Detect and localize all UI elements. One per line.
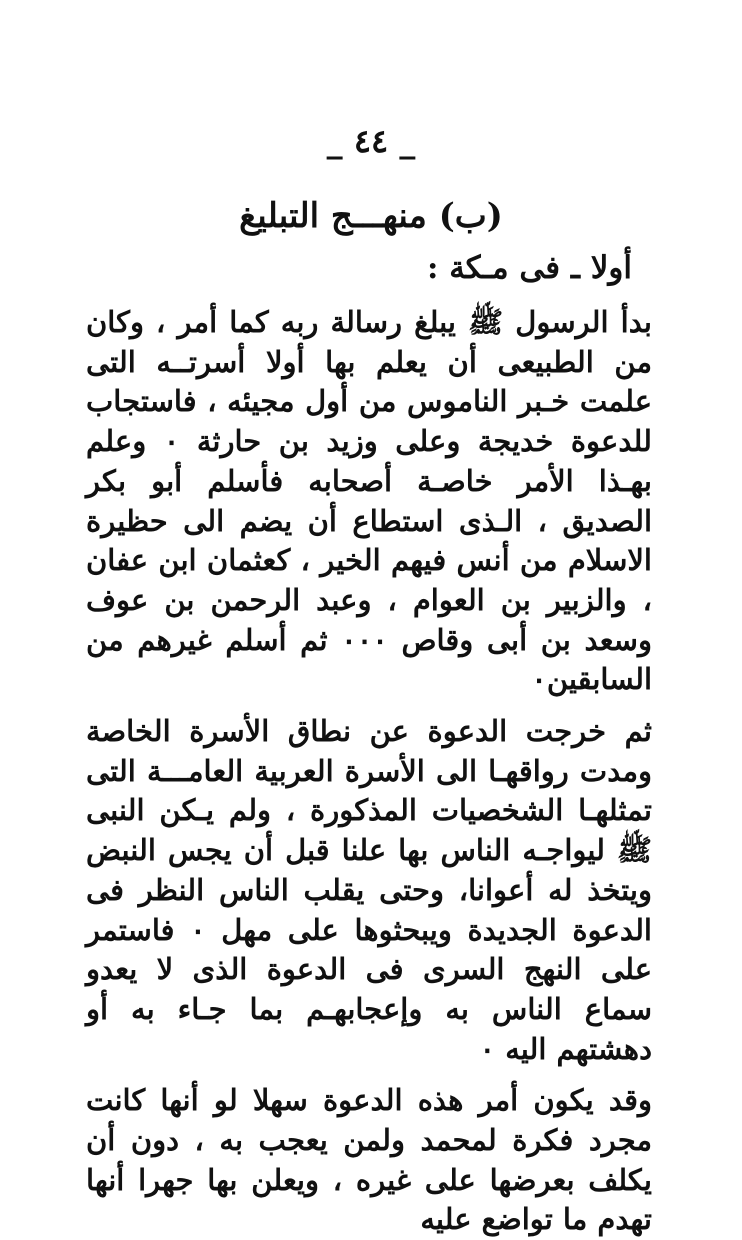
page-number: _ ٤٤ _	[326, 122, 416, 160]
body-text	[86, 303, 652, 1240]
paragraph: بدأ الرسول ﷺ يبلغ رسالة ربه كما أمر ، وكان من الطبيعى أن يعلم بها أولا أسرتــه التى علمت خـبر الناموس من أول مجيئه ، فاستجاب للدعوة خديجة وعلى وزيد بن حارثة ٠ وعلم بهـذا الأمر خاصـة أصحابه فأسلم أبو بكر الصديق ، الـذى استطاع أن يضم الى حظيرة الاسلام من أنس فيهم الخير ، كعثمان ابن عفان ، والزبير بن العوام ، وعبد الرحمن بن عوف وسعد بن أبى وقاص ٠٠٠ ثم أسلم غيرهم من السابقين٠	[86, 305, 652, 697]
subsection-title: أولا ـ فى مـكة :	[426, 250, 632, 286]
section-title: (ب) منهـــج التبليغ	[239, 196, 503, 236]
paragraph: ثم خرجت الدعوة عن نطاق الأسرة الخاصة ومدت رواقهـا الى الأسرة العربية العامـــة التى تمثلهـا الشخصيات المذكورة ، ولم يـكن النبى ﷺ ليواجـه الناس بها علنا قبل أن يجس النبض ويتخذ له أعوانا، وحتى يقلب الناس النظر فى الدعوة الجديدة ويبحثوها على مهل ٠ فاستمر على النهج السرى فى الدعوة الذى لا يعدو سماع الناس به وإعجابهـم بما جـاء به أو دهشتهم اليه ٠	[86, 714, 652, 1066]
paragraph: وقد يكون أمر هذه الدعوة سهلا لو أنها كانت مجرد فكرة لمحمد ولمن يعجب به ، دون أن يكلف بعرضها على غيره ، ويعلن بها جهرا أنها تهدم ما تواضع عليه	[86, 1083, 652, 1237]
